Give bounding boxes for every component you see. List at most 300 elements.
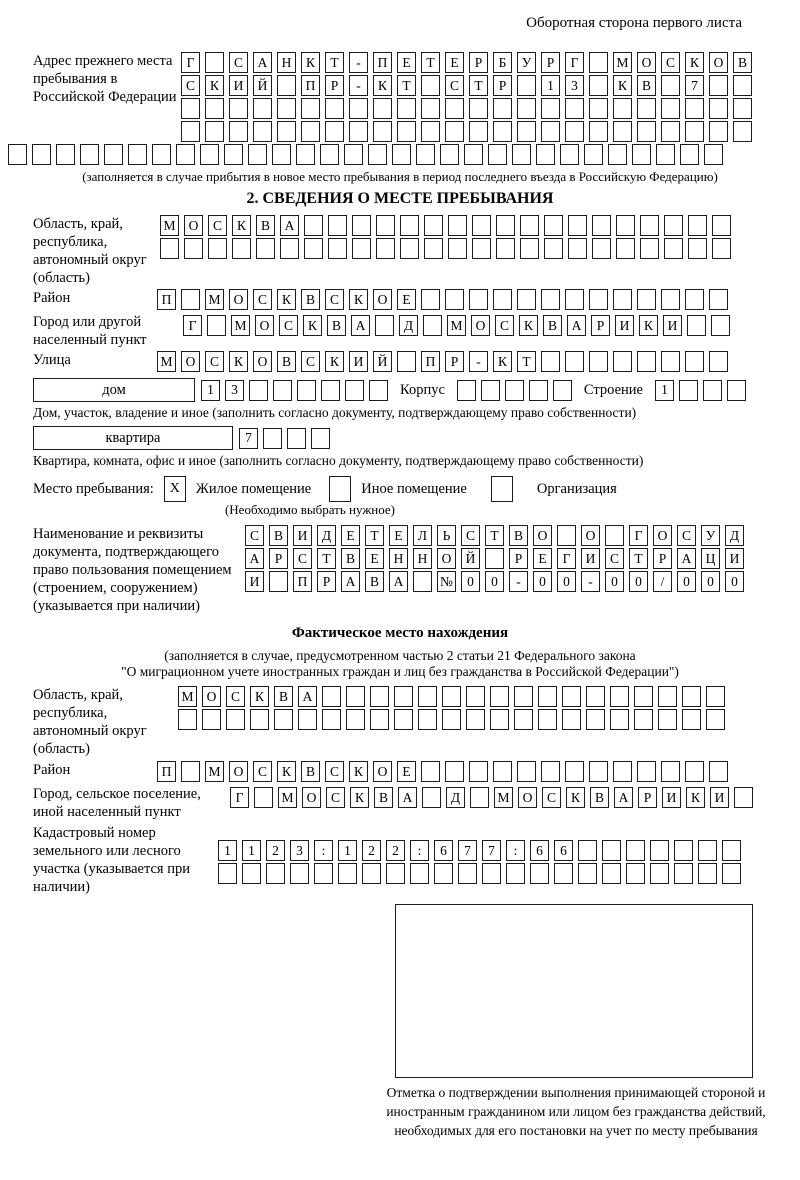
char-cell[interactable] bbox=[325, 98, 344, 119]
char-cell[interactable]: А bbox=[389, 571, 408, 592]
char-cell[interactable]: Д bbox=[399, 315, 418, 336]
char-cell[interactable]: 0 bbox=[557, 571, 576, 592]
char-cell[interactable] bbox=[703, 380, 722, 401]
char-cell[interactable] bbox=[369, 380, 388, 401]
char-cell[interactable] bbox=[181, 761, 200, 782]
char-cell[interactable]: В bbox=[269, 525, 288, 546]
char-cell[interactable] bbox=[394, 686, 413, 707]
char-cell[interactable] bbox=[421, 121, 440, 142]
char-cell[interactable] bbox=[610, 686, 629, 707]
char-cell[interactable] bbox=[226, 709, 245, 730]
char-cell[interactable] bbox=[586, 709, 605, 730]
char-cell[interactable] bbox=[481, 380, 500, 401]
char-cell[interactable] bbox=[656, 144, 675, 165]
char-cell[interactable] bbox=[184, 238, 203, 259]
char-cell[interactable]: Р bbox=[493, 75, 512, 96]
char-cell[interactable] bbox=[493, 289, 512, 310]
char-cell[interactable]: С bbox=[605, 548, 624, 569]
char-cell[interactable] bbox=[205, 98, 224, 119]
char-cell[interactable] bbox=[373, 121, 392, 142]
char-cell[interactable] bbox=[541, 351, 560, 372]
char-cell[interactable]: В bbox=[301, 761, 320, 782]
char-cell[interactable]: 1 bbox=[541, 75, 560, 96]
char-cell[interactable] bbox=[314, 863, 333, 884]
char-cell[interactable] bbox=[637, 98, 656, 119]
char-cell[interactable] bbox=[661, 289, 680, 310]
char-cell[interactable]: С bbox=[301, 351, 320, 372]
char-cell[interactable] bbox=[682, 709, 701, 730]
char-cell[interactable]: С bbox=[293, 548, 312, 569]
char-cell[interactable]: Н bbox=[413, 548, 432, 569]
char-cell[interactable]: О bbox=[581, 525, 600, 546]
char-cell[interactable] bbox=[698, 863, 717, 884]
char-cell[interactable] bbox=[104, 144, 123, 165]
char-cell[interactable]: К bbox=[277, 289, 296, 310]
char-cell[interactable]: Г bbox=[230, 787, 249, 808]
char-cell[interactable] bbox=[685, 98, 704, 119]
char-cell[interactable] bbox=[440, 144, 459, 165]
char-cell[interactable] bbox=[610, 709, 629, 730]
char-cell[interactable]: 0 bbox=[605, 571, 624, 592]
char-cell[interactable] bbox=[394, 709, 413, 730]
char-cell[interactable]: А bbox=[351, 315, 370, 336]
char-cell[interactable]: Р bbox=[509, 548, 528, 569]
char-cell[interactable] bbox=[602, 840, 621, 861]
char-cell[interactable]: И bbox=[710, 787, 729, 808]
char-cell[interactable] bbox=[688, 215, 707, 236]
char-cell[interactable] bbox=[181, 289, 200, 310]
char-cell[interactable] bbox=[328, 238, 347, 259]
char-cell[interactable] bbox=[352, 215, 371, 236]
char-cell[interactable] bbox=[277, 98, 296, 119]
char-cell[interactable] bbox=[205, 52, 224, 73]
char-cell[interactable] bbox=[421, 761, 440, 782]
char-cell[interactable]: К bbox=[373, 75, 392, 96]
char-cell[interactable] bbox=[181, 121, 200, 142]
char-cell[interactable] bbox=[274, 709, 293, 730]
char-cell[interactable]: М bbox=[231, 315, 250, 336]
char-cell[interactable]: Е bbox=[397, 52, 416, 73]
char-cell[interactable]: 0 bbox=[485, 571, 504, 592]
char-cell[interactable] bbox=[565, 761, 584, 782]
char-cell[interactable]: О bbox=[637, 52, 656, 73]
char-cell[interactable]: Р bbox=[445, 351, 464, 372]
char-cell[interactable]: 0 bbox=[461, 571, 480, 592]
char-cell[interactable] bbox=[538, 686, 557, 707]
char-cell[interactable]: В bbox=[301, 289, 320, 310]
char-cell[interactable]: А bbox=[245, 548, 264, 569]
char-cell[interactable]: К bbox=[686, 787, 705, 808]
char-cell[interactable] bbox=[589, 289, 608, 310]
char-cell[interactable]: К bbox=[350, 787, 369, 808]
char-cell[interactable] bbox=[733, 98, 752, 119]
char-cell[interactable] bbox=[541, 761, 560, 782]
char-cell[interactable]: П bbox=[301, 75, 320, 96]
char-cell[interactable] bbox=[634, 686, 653, 707]
char-cell[interactable] bbox=[311, 428, 330, 449]
char-cell[interactable] bbox=[688, 238, 707, 259]
checkbox-residential[interactable]: X bbox=[164, 476, 186, 502]
char-cell[interactable] bbox=[344, 144, 363, 165]
char-cell[interactable] bbox=[250, 709, 269, 730]
char-cell[interactable] bbox=[722, 840, 741, 861]
char-cell[interactable] bbox=[352, 238, 371, 259]
char-cell[interactable]: С bbox=[253, 289, 272, 310]
char-cell[interactable] bbox=[160, 238, 179, 259]
char-cell[interactable] bbox=[328, 215, 347, 236]
char-cell[interactable] bbox=[605, 525, 624, 546]
char-cell[interactable]: Т bbox=[317, 548, 336, 569]
char-cell[interactable]: Е bbox=[445, 52, 464, 73]
char-cell[interactable]: С bbox=[495, 315, 514, 336]
char-cell[interactable] bbox=[469, 289, 488, 310]
char-cell[interactable] bbox=[496, 238, 515, 259]
char-cell[interactable] bbox=[541, 121, 560, 142]
char-cell[interactable]: М bbox=[278, 787, 297, 808]
char-cell[interactable] bbox=[32, 144, 51, 165]
char-cell[interactable]: А bbox=[341, 571, 360, 592]
char-cell[interactable] bbox=[709, 75, 728, 96]
char-cell[interactable]: Р bbox=[653, 548, 672, 569]
char-cell[interactable] bbox=[242, 863, 261, 884]
char-cell[interactable] bbox=[273, 380, 292, 401]
char-cell[interactable]: А bbox=[253, 52, 272, 73]
char-cell[interactable]: О bbox=[471, 315, 490, 336]
char-cell[interactable] bbox=[685, 121, 704, 142]
char-cell[interactable]: 7 bbox=[458, 840, 477, 861]
char-cell[interactable]: М bbox=[205, 761, 224, 782]
char-cell[interactable] bbox=[254, 787, 273, 808]
char-cell[interactable]: Е bbox=[341, 525, 360, 546]
char-cell[interactable]: В bbox=[365, 571, 384, 592]
char-cell[interactable] bbox=[469, 121, 488, 142]
char-cell[interactable] bbox=[674, 840, 693, 861]
char-cell[interactable]: О bbox=[202, 686, 221, 707]
char-cell[interactable]: Р bbox=[469, 52, 488, 73]
char-cell[interactable]: С bbox=[445, 75, 464, 96]
char-cell[interactable]: 3 bbox=[290, 840, 309, 861]
char-cell[interactable]: Т bbox=[421, 52, 440, 73]
char-cell[interactable]: С bbox=[229, 52, 248, 73]
char-cell[interactable] bbox=[592, 238, 611, 259]
char-cell[interactable]: 7 bbox=[685, 75, 704, 96]
char-cell[interactable]: 6 bbox=[530, 840, 549, 861]
char-cell[interactable]: Г bbox=[557, 548, 576, 569]
char-cell[interactable] bbox=[637, 761, 656, 782]
char-cell[interactable]: М bbox=[157, 351, 176, 372]
char-cell[interactable] bbox=[712, 215, 731, 236]
char-cell[interactable]: В bbox=[341, 548, 360, 569]
char-cell[interactable] bbox=[376, 215, 395, 236]
char-cell[interactable] bbox=[709, 121, 728, 142]
char-cell[interactable]: К bbox=[613, 75, 632, 96]
char-cell[interactable] bbox=[128, 144, 147, 165]
char-cell[interactable] bbox=[608, 144, 627, 165]
char-cell[interactable]: С bbox=[279, 315, 298, 336]
char-cell[interactable] bbox=[253, 98, 272, 119]
char-cell[interactable] bbox=[493, 121, 512, 142]
char-cell[interactable]: О bbox=[255, 315, 274, 336]
char-cell[interactable]: О bbox=[302, 787, 321, 808]
char-cell[interactable]: А bbox=[567, 315, 586, 336]
char-cell[interactable]: В bbox=[274, 686, 293, 707]
char-cell[interactable]: С bbox=[325, 289, 344, 310]
char-cell[interactable]: У bbox=[701, 525, 720, 546]
char-cell[interactable]: - bbox=[581, 571, 600, 592]
char-cell[interactable] bbox=[685, 761, 704, 782]
char-cell[interactable] bbox=[589, 761, 608, 782]
char-cell[interactable]: Д bbox=[317, 525, 336, 546]
char-cell[interactable] bbox=[386, 863, 405, 884]
char-cell[interactable] bbox=[711, 315, 730, 336]
char-cell[interactable] bbox=[370, 686, 389, 707]
char-cell[interactable] bbox=[368, 144, 387, 165]
char-cell[interactable]: Р bbox=[591, 315, 610, 336]
char-cell[interactable]: В bbox=[733, 52, 752, 73]
char-cell[interactable] bbox=[152, 144, 171, 165]
char-cell[interactable]: Т bbox=[365, 525, 384, 546]
char-cell[interactable] bbox=[544, 238, 563, 259]
char-cell[interactable] bbox=[589, 98, 608, 119]
char-cell[interactable] bbox=[321, 380, 340, 401]
char-cell[interactable] bbox=[442, 686, 461, 707]
char-cell[interactable] bbox=[322, 686, 341, 707]
char-cell[interactable]: Б bbox=[493, 52, 512, 73]
char-cell[interactable]: К bbox=[229, 351, 248, 372]
char-cell[interactable]: Н bbox=[277, 52, 296, 73]
char-cell[interactable]: К bbox=[277, 761, 296, 782]
char-cell[interactable] bbox=[517, 75, 536, 96]
char-cell[interactable] bbox=[232, 238, 251, 259]
char-cell[interactable]: К bbox=[349, 289, 368, 310]
char-cell[interactable] bbox=[520, 215, 539, 236]
char-cell[interactable] bbox=[517, 289, 536, 310]
char-cell[interactable]: М bbox=[160, 215, 179, 236]
char-cell[interactable]: К bbox=[232, 215, 251, 236]
char-cell[interactable] bbox=[734, 787, 753, 808]
char-cell[interactable] bbox=[661, 121, 680, 142]
char-cell[interactable]: К bbox=[250, 686, 269, 707]
char-cell[interactable] bbox=[322, 709, 341, 730]
char-cell[interactable]: О bbox=[229, 289, 248, 310]
char-cell[interactable]: А bbox=[614, 787, 633, 808]
char-cell[interactable] bbox=[229, 121, 248, 142]
char-cell[interactable]: К bbox=[325, 351, 344, 372]
char-cell[interactable] bbox=[589, 121, 608, 142]
char-cell[interactable] bbox=[709, 351, 728, 372]
char-cell[interactable] bbox=[207, 315, 226, 336]
char-cell[interactable]: С bbox=[325, 761, 344, 782]
char-cell[interactable] bbox=[640, 215, 659, 236]
char-cell[interactable]: 7 bbox=[239, 428, 258, 449]
char-cell[interactable] bbox=[706, 686, 725, 707]
char-cell[interactable]: 2 bbox=[386, 840, 405, 861]
char-cell[interactable] bbox=[613, 761, 632, 782]
char-cell[interactable] bbox=[512, 144, 531, 165]
char-cell[interactable] bbox=[249, 380, 268, 401]
char-cell[interactable] bbox=[530, 863, 549, 884]
char-cell[interactable] bbox=[416, 144, 435, 165]
char-cell[interactable]: С bbox=[205, 351, 224, 372]
char-cell[interactable] bbox=[470, 787, 489, 808]
char-cell[interactable] bbox=[400, 215, 419, 236]
char-cell[interactable]: : bbox=[314, 840, 333, 861]
char-cell[interactable] bbox=[301, 121, 320, 142]
char-cell[interactable] bbox=[650, 863, 669, 884]
char-cell[interactable] bbox=[679, 380, 698, 401]
char-cell[interactable] bbox=[287, 428, 306, 449]
char-cell[interactable]: К bbox=[493, 351, 512, 372]
char-cell[interactable]: И bbox=[663, 315, 682, 336]
char-cell[interactable] bbox=[727, 380, 746, 401]
char-cell[interactable] bbox=[616, 238, 635, 259]
char-cell[interactable]: А bbox=[677, 548, 696, 569]
char-cell[interactable] bbox=[562, 709, 581, 730]
char-cell[interactable] bbox=[661, 75, 680, 96]
char-cell[interactable]: К bbox=[205, 75, 224, 96]
char-cell[interactable] bbox=[565, 351, 584, 372]
char-cell[interactable] bbox=[457, 380, 476, 401]
char-cell[interactable] bbox=[418, 709, 437, 730]
char-cell[interactable]: А bbox=[280, 215, 299, 236]
char-cell[interactable]: С bbox=[181, 75, 200, 96]
char-cell[interactable] bbox=[376, 238, 395, 259]
char-cell[interactable] bbox=[640, 238, 659, 259]
char-cell[interactable]: О bbox=[253, 351, 272, 372]
char-cell[interactable] bbox=[709, 98, 728, 119]
char-cell[interactable] bbox=[685, 351, 704, 372]
char-cell[interactable]: К bbox=[519, 315, 538, 336]
char-cell[interactable]: : bbox=[506, 840, 525, 861]
char-cell[interactable]: Й bbox=[461, 548, 480, 569]
char-cell[interactable]: 2 bbox=[266, 840, 285, 861]
char-cell[interactable] bbox=[304, 215, 323, 236]
char-cell[interactable]: Г bbox=[565, 52, 584, 73]
char-cell[interactable]: Т bbox=[325, 52, 344, 73]
char-cell[interactable]: К bbox=[303, 315, 322, 336]
char-cell[interactable] bbox=[370, 709, 389, 730]
char-cell[interactable] bbox=[733, 121, 752, 142]
char-cell[interactable]: Ь bbox=[437, 525, 456, 546]
char-cell[interactable] bbox=[458, 863, 477, 884]
char-cell[interactable] bbox=[664, 215, 683, 236]
char-cell[interactable] bbox=[297, 380, 316, 401]
char-cell[interactable]: П bbox=[157, 289, 176, 310]
char-cell[interactable]: И bbox=[229, 75, 248, 96]
char-cell[interactable] bbox=[277, 121, 296, 142]
char-cell[interactable]: Р bbox=[317, 571, 336, 592]
char-cell[interactable]: 2 bbox=[362, 840, 381, 861]
char-cell[interactable]: В bbox=[256, 215, 275, 236]
char-cell[interactable]: И bbox=[245, 571, 264, 592]
char-cell[interactable]: - bbox=[509, 571, 528, 592]
char-cell[interactable]: 3 bbox=[225, 380, 244, 401]
char-cell[interactable] bbox=[674, 863, 693, 884]
char-cell[interactable] bbox=[296, 144, 315, 165]
char-cell[interactable]: Е bbox=[397, 289, 416, 310]
char-cell[interactable] bbox=[613, 289, 632, 310]
char-cell[interactable] bbox=[568, 238, 587, 259]
char-cell[interactable]: В bbox=[327, 315, 346, 336]
char-cell[interactable]: 0 bbox=[533, 571, 552, 592]
char-cell[interactable]: Д bbox=[446, 787, 465, 808]
char-cell[interactable] bbox=[280, 238, 299, 259]
char-cell[interactable] bbox=[253, 121, 272, 142]
char-cell[interactable]: 6 bbox=[554, 840, 573, 861]
char-cell[interactable] bbox=[517, 98, 536, 119]
char-cell[interactable]: Т bbox=[469, 75, 488, 96]
char-cell[interactable] bbox=[613, 121, 632, 142]
char-cell[interactable]: 1 bbox=[218, 840, 237, 861]
char-cell[interactable] bbox=[272, 144, 291, 165]
char-cell[interactable] bbox=[536, 144, 555, 165]
char-cell[interactable] bbox=[592, 215, 611, 236]
char-cell[interactable] bbox=[421, 289, 440, 310]
char-cell[interactable]: О bbox=[181, 351, 200, 372]
char-cell[interactable] bbox=[505, 380, 524, 401]
char-cell[interactable] bbox=[634, 709, 653, 730]
char-cell[interactable] bbox=[698, 840, 717, 861]
char-cell[interactable] bbox=[205, 121, 224, 142]
char-cell[interactable]: С bbox=[461, 525, 480, 546]
char-cell[interactable] bbox=[397, 98, 416, 119]
char-cell[interactable] bbox=[602, 863, 621, 884]
char-cell[interactable]: С bbox=[677, 525, 696, 546]
char-cell[interactable]: Й bbox=[373, 351, 392, 372]
char-cell[interactable]: 0 bbox=[629, 571, 648, 592]
char-cell[interactable] bbox=[392, 144, 411, 165]
char-cell[interactable] bbox=[424, 215, 443, 236]
char-cell[interactable] bbox=[557, 525, 576, 546]
char-cell[interactable] bbox=[8, 144, 27, 165]
char-cell[interactable]: О bbox=[184, 215, 203, 236]
char-cell[interactable] bbox=[565, 121, 584, 142]
char-cell[interactable] bbox=[658, 686, 677, 707]
checkbox-other-premises[interactable] bbox=[329, 476, 351, 502]
char-cell[interactable] bbox=[80, 144, 99, 165]
char-cell[interactable]: О bbox=[373, 761, 392, 782]
char-cell[interactable] bbox=[397, 351, 416, 372]
char-cell[interactable] bbox=[687, 315, 706, 336]
char-cell[interactable] bbox=[541, 289, 560, 310]
char-cell[interactable] bbox=[421, 98, 440, 119]
char-cell[interactable] bbox=[301, 98, 320, 119]
char-cell[interactable]: С bbox=[326, 787, 345, 808]
char-cell[interactable]: М bbox=[178, 686, 197, 707]
char-cell[interactable]: О bbox=[437, 548, 456, 569]
char-cell[interactable]: - bbox=[349, 52, 368, 73]
char-cell[interactable]: В bbox=[590, 787, 609, 808]
char-cell[interactable]: С bbox=[208, 215, 227, 236]
char-cell[interactable]: И bbox=[615, 315, 634, 336]
char-cell[interactable] bbox=[466, 709, 485, 730]
char-cell[interactable]: К bbox=[685, 52, 704, 73]
char-cell[interactable] bbox=[397, 121, 416, 142]
char-cell[interactable] bbox=[448, 215, 467, 236]
char-cell[interactable]: Д bbox=[725, 525, 744, 546]
char-cell[interactable] bbox=[345, 380, 364, 401]
char-cell[interactable] bbox=[373, 98, 392, 119]
char-cell[interactable] bbox=[541, 98, 560, 119]
char-cell[interactable] bbox=[661, 761, 680, 782]
char-cell[interactable] bbox=[658, 709, 677, 730]
char-cell[interactable]: Р bbox=[638, 787, 657, 808]
char-cell[interactable] bbox=[423, 315, 442, 336]
char-cell[interactable]: М bbox=[205, 289, 224, 310]
char-cell[interactable] bbox=[589, 351, 608, 372]
char-cell[interactable]: Г bbox=[181, 52, 200, 73]
char-cell[interactable]: Р bbox=[325, 75, 344, 96]
